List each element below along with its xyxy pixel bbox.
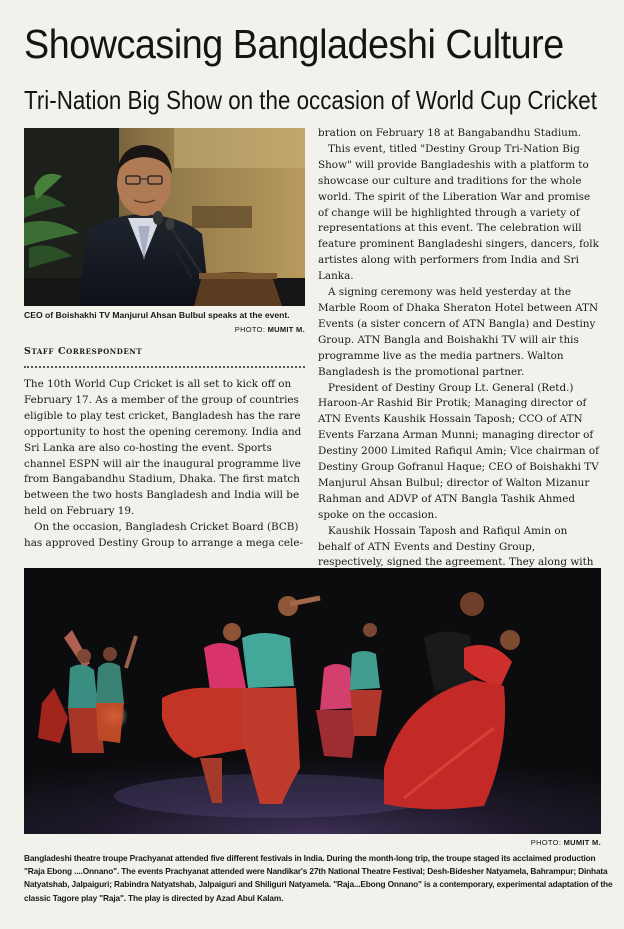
article-paragraph: The 10th World Cup Cricket is all set to kick off on February 17. As a member of the group of countries eligible to play test cricket, Bangladesh has the rare opportunity to host the opening ceremony. India and Sri Lanka are also co-hosting the event. Sports channel ESPN will air the inaugural programme live from Bangabandhu Stadium, Dhaka. The first match between the two hosts Bangladesh and India will be held on February 19.: [24, 378, 302, 518]
photo-credit-name: MUMIT M.: [563, 838, 601, 847]
photo-credit-label: PHOTO:: [234, 325, 266, 334]
article-paragraph: Kaushik Hossain Taposh and Rafiqul Amin on behalf of ATN Events and Destiny Group, respectively, signed the agreement. They along with: [318, 524, 594, 569]
article-paragraph: A signing ceremony was held yesterday at the Marble Room of Dhaka Sheraton Hotel between ATN Events (a sister concern of ATN Bangla) and Destiny Group. ATN Bangla and Boishakhi TV will air this programme live as the media partners. Walton Bangladesh is the promotional partner.: [318, 286, 599, 378]
photo-credit: [24, 838, 601, 848]
photo-credit-label: PHOTO:: [530, 838, 562, 847]
photo-credit-name: MUMIT M.: [267, 325, 305, 334]
article-paragraph: This event, titled "Destiny Group Tri-Nation Big Show" will provide Bangladeshis with a platform to showcase our culture and traditions for the whole world. The spirit of the Liberation War and promise of change will be highlighted through a variety of representations at this event. The celebration will feature prominent Bangladeshi singers, dancers, folk artistes along with performers from India and Sri Lanka.: [318, 142, 599, 283]
article-column-left: [24, 377, 308, 552]
subheadline: Tri-Nation Big Show on the occasion of World Cup Cricket: [24, 85, 597, 115]
photo-caption: Bangladeshi theatre troupe Prachyanat attended five different festivals in India. During the month-long trip, the troupe staged its acclaimed production "Raja Ebong ....Onnano". The events Prachyanat attended were Nandikar's 27th National Theatre Festival; Desh-Bidesher Natyamela, Bahrampur; Dinhata Natyatshab, Jalpaiguri; Rabindra Natyatshab, Jalpaiguri and Shiliguri Natyamela. "Raja...Ebong Onnano" is a contemporary, experimental adaptation of the classic Tagore play "Raja". The play is directed by Azad Abul Kalam.: [24, 853, 613, 903]
article-column-right: [318, 126, 600, 603]
article-paragraph: bration on February 18 at Bangabandhu Stadium.: [318, 127, 582, 139]
divider: [24, 366, 305, 368]
article-paragraph: On the occasion, Bangladesh Cricket Board (BCB) has approved Destiny Group to arrange a mega cele-: [24, 521, 304, 550]
photo-caption: CEO of Boishakhi TV Manjurul Ahsan Bulbul speaks at the event.: [24, 310, 290, 320]
article-paragraph: President of Destiny Group Lt. General (Retd.) Haroon-Ar Rashid Bir Protik; Managing director of ATN Events Kaushik Hossain Taposh; CCO of ATN Events Farzana Arman Munni; managing director of Destiny 2000 Limited Rafiqul Amin; Vice chairman of Destiny Group Gofranul Haque; CEO of Boishakhi TV Manjurul Ahsan Bulbul; director of Walton Mizanur Rahman and ADVP of ATN Bangla Tashik Ahmed spoke on the occasion.: [318, 381, 599, 521]
speaker-photo: [24, 128, 305, 306]
photo-credit: [24, 325, 305, 335]
headline: Showcasing Bangladeshi Culture: [24, 21, 564, 67]
theatre-photo: [24, 568, 601, 834]
byline: Staff Correspondent: [24, 346, 143, 357]
